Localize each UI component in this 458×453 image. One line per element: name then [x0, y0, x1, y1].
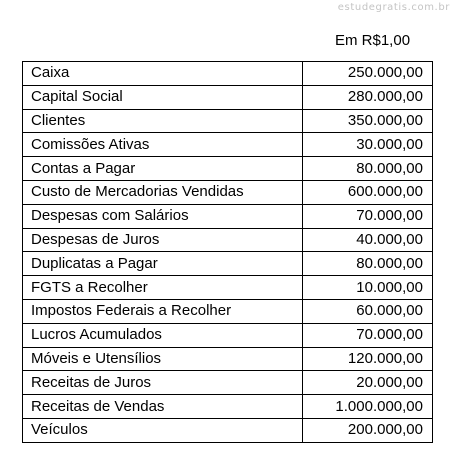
account-value: 200.000,00: [303, 418, 433, 442]
account-name: Contas a Pagar: [23, 157, 303, 181]
account-name: Despesas de Juros: [23, 228, 303, 252]
table-row: [23, 62, 433, 86]
account-value: 70.000,00: [303, 204, 433, 228]
account-value: 250.000,00: [303, 62, 433, 86]
table-row: [23, 418, 433, 442]
table-row: [23, 204, 433, 228]
account-value: 600.000,00: [303, 180, 433, 204]
account-name: Receitas de Vendas: [23, 395, 303, 419]
table-row: [23, 395, 433, 419]
account-value: 40.000,00: [303, 228, 433, 252]
table-row: [23, 252, 433, 276]
account-value: 10.000,00: [303, 276, 433, 300]
account-name: Veículos: [23, 418, 303, 442]
account-value: 20.000,00: [303, 371, 433, 395]
account-name: Receitas de Juros: [23, 371, 303, 395]
table-row: [23, 228, 433, 252]
accounts-table-body: [23, 62, 433, 443]
account-value: 1.000.000,00: [303, 395, 433, 419]
account-value: 120.000,00: [303, 347, 433, 371]
account-value: 70.000,00: [303, 323, 433, 347]
site-watermark: estudegratis.com.br: [337, 2, 450, 13]
table-row: [23, 299, 433, 323]
account-value: 80.000,00: [303, 157, 433, 181]
account-name: Despesas com Salários: [23, 204, 303, 228]
table-row: [23, 157, 433, 181]
account-name: Clientes: [23, 109, 303, 133]
table-row: [23, 180, 433, 204]
account-name: FGTS a Recolher: [23, 276, 303, 300]
account-value: 280.000,00: [303, 85, 433, 109]
table-row: [23, 85, 433, 109]
table-row: [23, 109, 433, 133]
account-name: Lucros Acumulados: [23, 323, 303, 347]
account-name: Impostos Federais a Recolher: [23, 299, 303, 323]
account-name: Duplicatas a Pagar: [23, 252, 303, 276]
table-row: [23, 323, 433, 347]
table-row: [23, 371, 433, 395]
account-value: 80.000,00: [303, 252, 433, 276]
table-row: [23, 347, 433, 371]
table-row: [23, 133, 433, 157]
accounts-table: [22, 61, 433, 443]
unit-label: Em R$1,00: [335, 32, 411, 49]
account-value: 350.000,00: [303, 109, 433, 133]
account-name: Comissões Ativas: [23, 133, 303, 157]
account-name: Capital Social: [23, 85, 303, 109]
account-name: Móveis e Utensílios: [23, 347, 303, 371]
table-row: [23, 276, 433, 300]
account-name: Caixa: [23, 62, 303, 86]
account-value: 60.000,00: [303, 299, 433, 323]
account-value: 30.000,00: [303, 133, 433, 157]
account-name: Custo de Mercadorias Vendidas: [23, 180, 303, 204]
